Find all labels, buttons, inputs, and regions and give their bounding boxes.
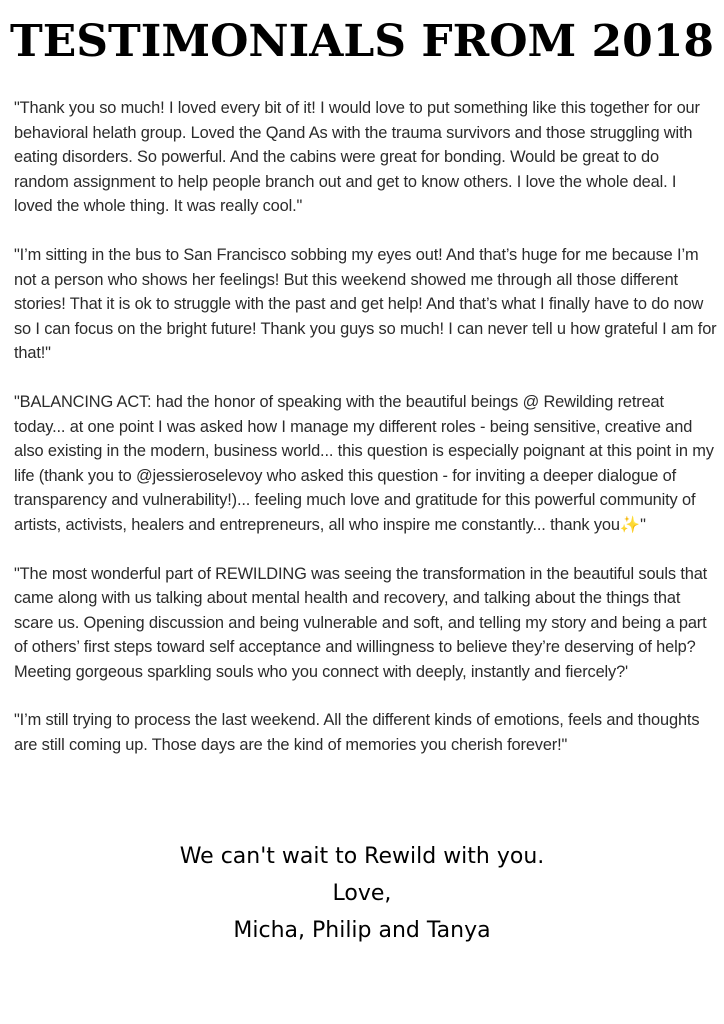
testimonial-3: "BALANCING ACT: had the honor of speaking with the beautiful beings @ Rewilding retreat today... at one point I was asked how I manage my different roles - being sensitive, creative and also existing in the modern, business world... this question is especially poignant at this point in my life (thank you to @jessieroselevoy who asked this question - for inviting a deeper dialogue of transparency and vulnerability!)... feeling much love and gratitude for this powerful community of artists, activists, healers and entrepreneurs, all who inspire me constantly... thank you✨"	[14, 392, 714, 534]
page-title: TESTIMONIALS FROM 2018	[10, 16, 714, 67]
signoff-names: Micha, Philip and Tanya	[233, 918, 491, 943]
testimonial-5: "I’m still trying to process the last weekend. All the different kinds of emotions, feels and thoughts are still coming up. Those days are the kind of memories you cherish forever!"	[14, 711, 700, 755]
signoff-message: We can't wait to Rewild with you.	[179, 844, 545, 869]
testimonial-1: "Thank you so much! I loved every bit of it! I would love to put something like this together for our behavioral helath group. Loved the Qand As with the trauma survivors and those struggling with eating disorders. So powerful. And the cabins were great for bonding. Would be great to do random assignment to help people branch out and get to know others. I love the whole deal. I loved the whole thing. It was really cool."	[14, 99, 700, 216]
signoff-greeting: Love,	[332, 881, 392, 906]
testimonial-4: "The most wonderful part of REWILDING was seeing the transformation in the beautiful souls that came along with us talking about mental health and recovery, and talking about the things that scare us. Opening discussion and being vulnerable and soft, and telling my story and being a part of others’ first steps toward self acceptance and willingness to believe they’re deserving of help? Meeting gorgeous sparkling souls who you connect with deeply, instantly and fiercely?'	[14, 564, 708, 681]
testimonials-list	[14, 96, 718, 782]
signoff	[0, 838, 724, 949]
testimonial-2: "I’m sitting in the bus to San Francisco sobbing my eyes out! And that’s huge for me because I’m not a person who shows her feelings! But this weekend showed me through all those different stories! That it is ok to struggle with the past and get help! And that’s what I finally have to do now so I can focus on the bright future! Thank you guys so much! I can never tell u how grateful I am for that!"	[14, 245, 717, 363]
